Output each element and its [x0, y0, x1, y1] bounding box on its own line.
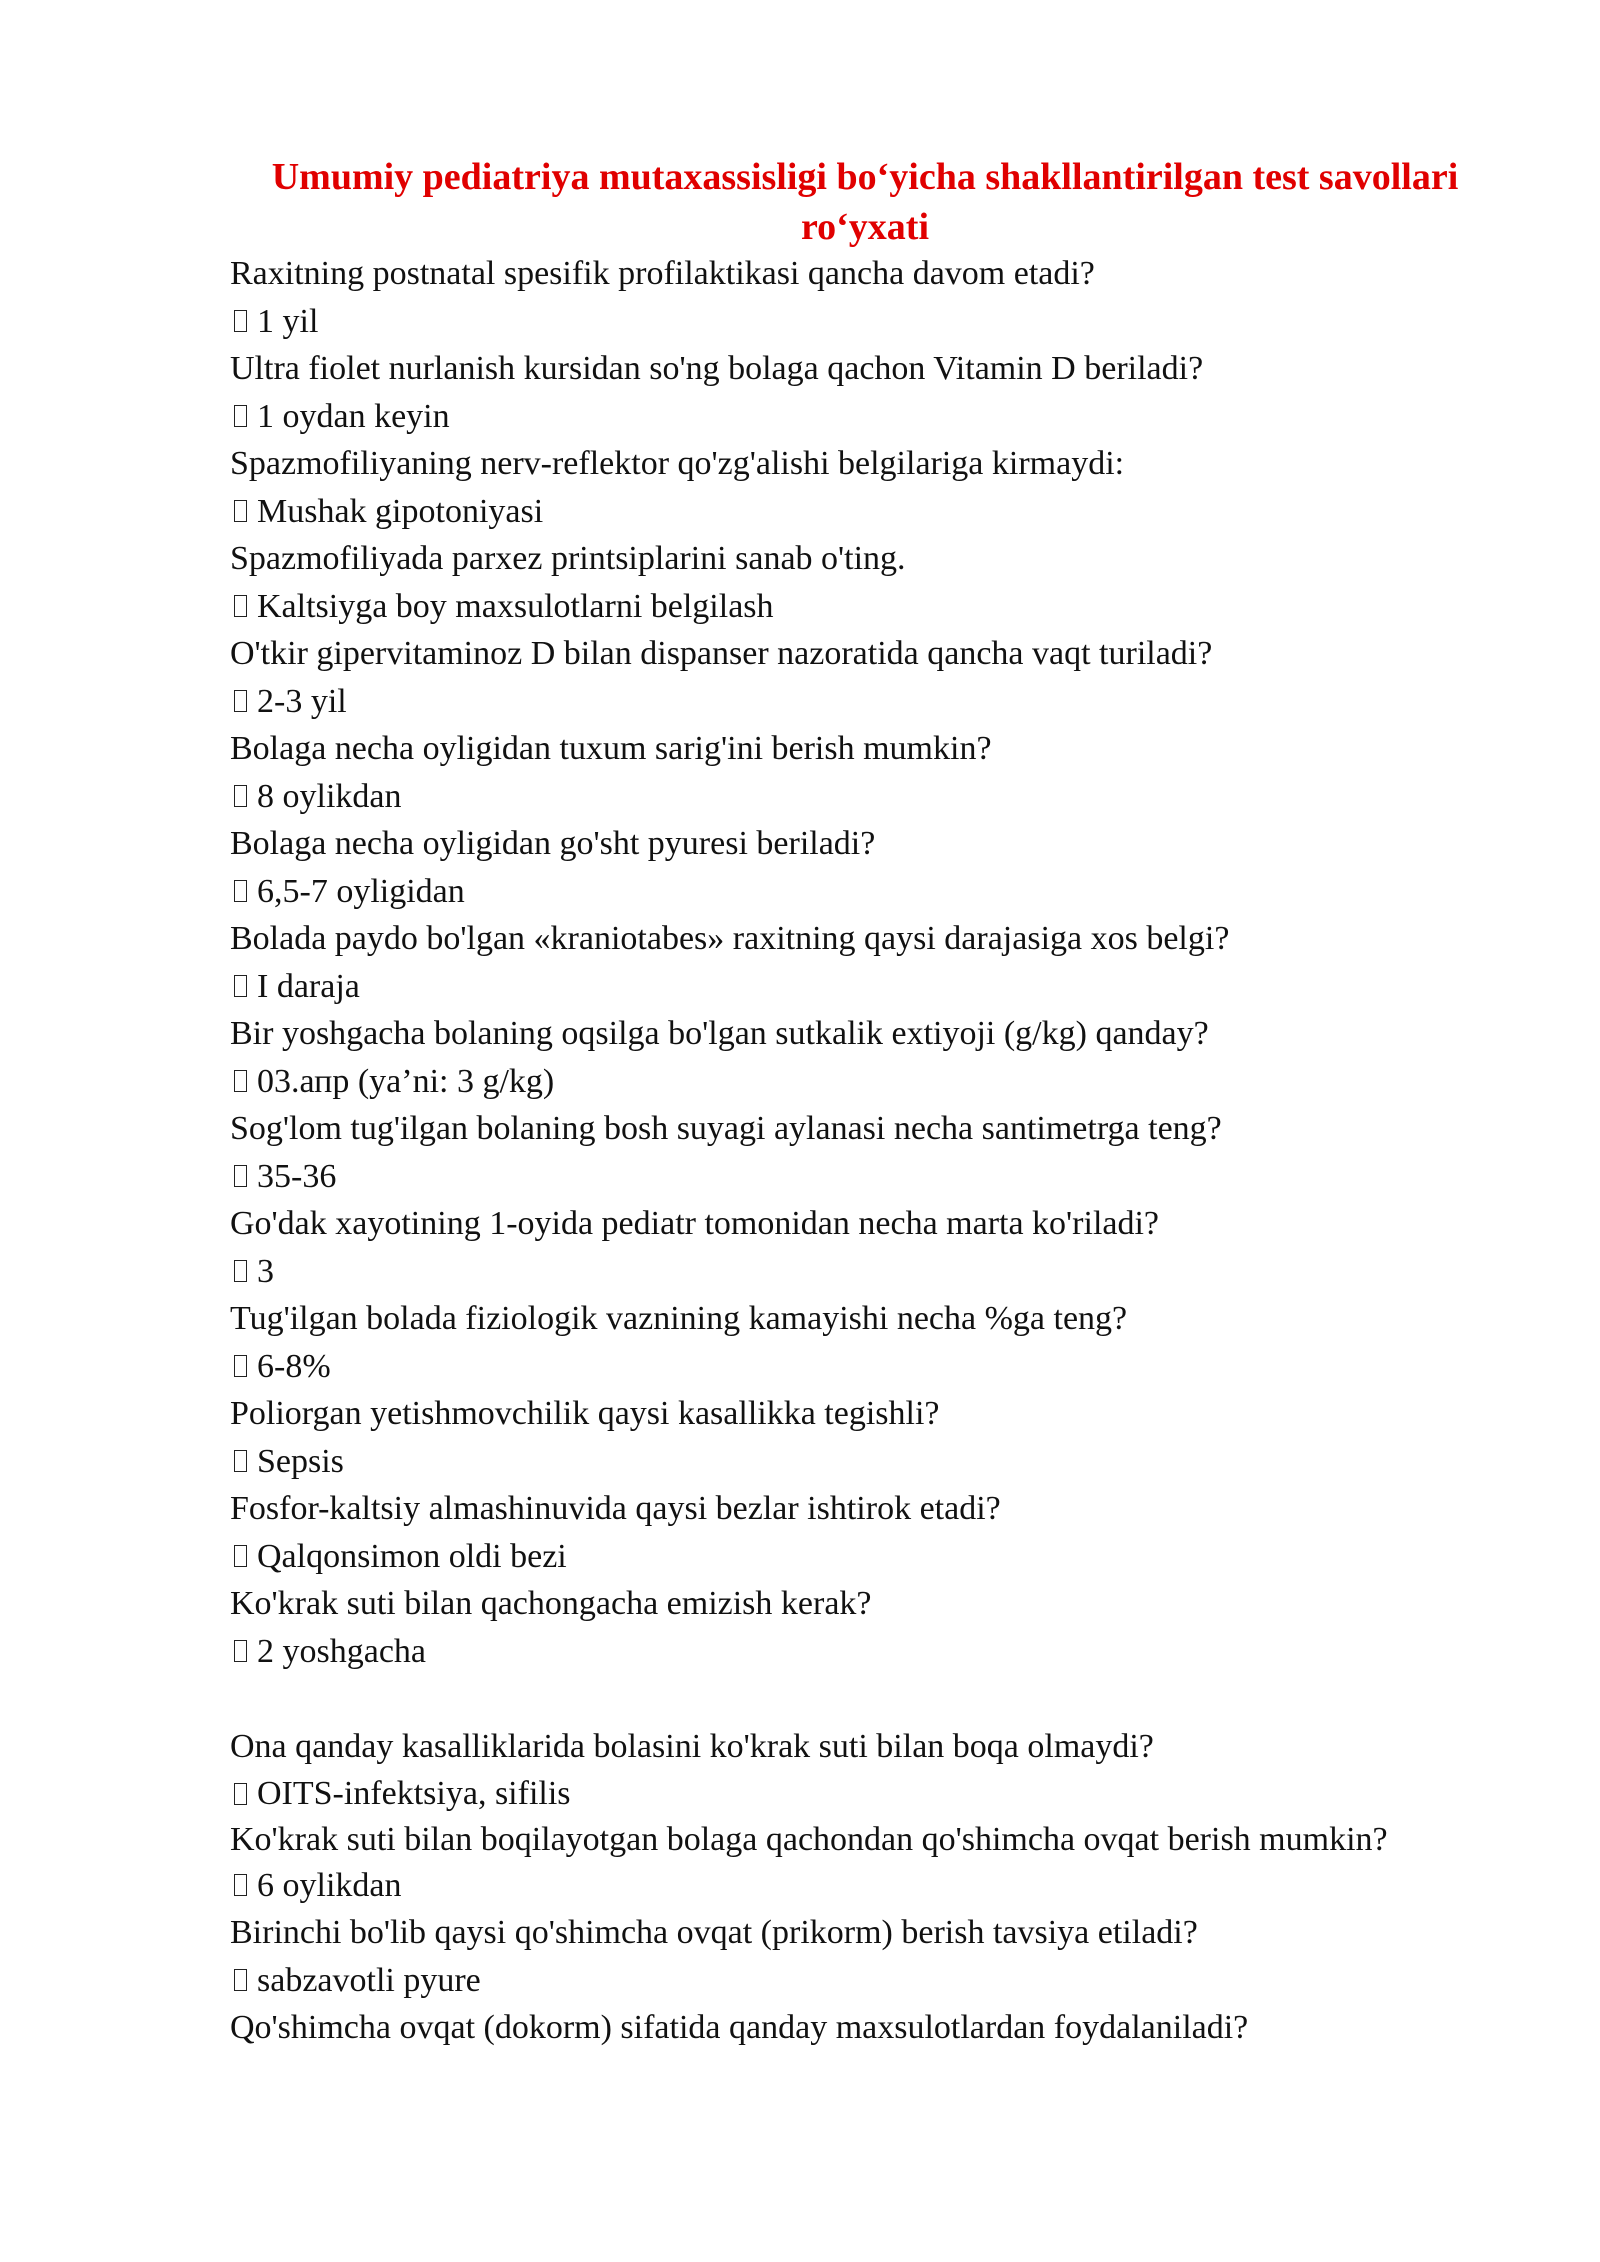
answer-item: [230, 1533, 1410, 1581]
answer-item: [230, 1153, 1410, 1201]
answer-text: 35-36: [257, 1157, 337, 1195]
answer-item: [230, 963, 1410, 1011]
question-text: Raxitning postnatal spesifik profilaktikasi qancha davom etadi?: [230, 255, 1095, 292]
checkbox-icon: [234, 690, 247, 712]
question-text: Qo'shimcha ovqat (dokorm) sifatida qanday maxsulotlardan foydalaniladi?: [230, 2009, 1249, 2046]
question-text: Ona qanday kasalliklarida bolasini ko'krak suti bilan boqa olmaydi?: [230, 1727, 1154, 1765]
answer-item: [230, 1770, 1410, 1818]
answer-text: 6-8%: [257, 1347, 331, 1385]
answer-text: Kaltsiyga boy maxsulotlarni belgilash: [257, 587, 774, 625]
answer-item: [230, 1438, 1410, 1486]
answer-text: 6 oylikdan: [257, 1866, 402, 1904]
question-text: Sog'lom tug'ilgan bolaning bosh suyagi aylanasi necha santimetrga teng?: [230, 1110, 1222, 1147]
answer-item: [230, 1628, 1410, 1676]
checkbox-icon: [234, 1450, 247, 1472]
answer-item: [230, 1343, 1410, 1391]
answer-item: [230, 1058, 1410, 1106]
question-text: Spazmofiliyaning nerv-reflektor qo'zg'alishi belgilariga kirmaydi:: [230, 445, 1125, 482]
checkbox-icon: [234, 405, 247, 427]
answer-item: [230, 583, 1410, 631]
checkbox-icon: [234, 1355, 247, 1377]
answer-text: 8 oylikdan: [257, 777, 402, 815]
answer-text: Qalqonsimon oldi bezi: [257, 1537, 567, 1575]
question-text: Bolaga necha oyligidan tuxum sarig'ini berish mumkin?: [230, 730, 992, 767]
answer-text: 2 yoshgacha: [257, 1632, 427, 1670]
answer-item: [230, 1957, 1410, 2005]
question-text: Ko'krak suti bilan qachongacha emizish kerak?: [230, 1585, 872, 1622]
question-list: [230, 250, 1410, 2052]
blank-line: [230, 1675, 1410, 1723]
checkbox-icon: [234, 880, 247, 902]
answer-item: [230, 868, 1410, 916]
checkbox-icon: [234, 1874, 247, 1896]
answer-text: 1 yil: [257, 302, 319, 340]
answer-text: Sepsis: [257, 1442, 344, 1480]
question-text: Bir yoshgacha bolaning oqsilga bo'lgan sutkalik extiyoji (g/kg) qanday?: [230, 1015, 1209, 1052]
checkbox-icon: [234, 1640, 247, 1662]
checkbox-icon: [234, 975, 247, 997]
question-text: Spazmofiliyada parxez printsiplarini sanab o'ting.: [230, 540, 906, 577]
answer-item: [230, 1248, 1410, 1296]
checkbox-icon: [234, 1260, 247, 1282]
question-text: Bolada paydo bo'lgan «kraniotabes» raxitning qaysi darajasiga xos belgi?: [230, 920, 1230, 957]
answer-item: [230, 298, 1410, 346]
answer-text: 2-3 yil: [257, 682, 347, 720]
question-text: Ko'krak suti bilan boqilayotgan bolaga qachondan qo'shimcha ovqat berish mumkin?: [230, 1820, 1388, 1858]
checkbox-icon: [234, 1783, 247, 1805]
checkbox-icon: [234, 1070, 247, 1092]
answer-text: Mushak gipotoniyasi: [257, 492, 544, 530]
question-text: Bolaga necha oyligidan go'sht pyuresi beriladi?: [230, 825, 876, 862]
question-text: Birinchi bo'lib qaysi qo'shimcha ovqat (prikorm) berish tavsiya etiladi?: [230, 1914, 1198, 1951]
checkbox-icon: [234, 500, 247, 522]
answer-text: 03.апр (ya’ni: 3 g/kg): [257, 1062, 555, 1100]
checkbox-icon: [234, 310, 247, 332]
answer-item: [230, 773, 1410, 821]
checkbox-icon: [234, 1165, 247, 1187]
answer-text: OITS-infektsiya, sifilis: [257, 1775, 571, 1812]
checkbox-icon: [234, 1545, 247, 1567]
question-text: Tug'ilgan bolada fiziologik vaznining kamayishi necha %ga teng?: [230, 1300, 1128, 1337]
checkbox-icon: [234, 595, 247, 617]
answer-text: 1 oydan keyin: [257, 397, 450, 435]
answer-text: 3: [257, 1252, 274, 1290]
question-text: Go'dak xayotining 1-oyida pediatr tomonidan necha marta ko'riladi?: [230, 1205, 1160, 1242]
question-text: Fosfor-kaltsiy almashinuvida qaysi bezlar ishtirok etadi?: [230, 1490, 1001, 1527]
checkbox-icon: [234, 785, 247, 807]
answer-item: [230, 1862, 1410, 1910]
answer-item: [230, 393, 1410, 441]
question-text: Ultra fiolet nurlanish kursidan so'ng bolaga qachon Vitamin D beriladi?: [230, 350, 1204, 387]
answer-text: 6,5-7 oyligidan: [257, 872, 465, 910]
question-text: Poliorgan yetishmovchilik qaysi kasallikka tegishli?: [230, 1395, 940, 1432]
answer-text: sabzavotli pyure: [257, 1961, 481, 1999]
answer-item: [230, 678, 1410, 726]
answer-item: [230, 488, 1410, 536]
document-title: Umumiy pediatriya mutaxassisligi bo‘yicha shakllantirilgan test savollari ro‘yxati: [271, 156, 1459, 248]
answer-text: I daraja: [257, 967, 360, 1005]
question-text: O'tkir gipervitaminoz D bilan dispanser nazoratida qancha vaqt turiladi?: [230, 635, 1213, 672]
checkbox-icon: [234, 1969, 247, 1991]
